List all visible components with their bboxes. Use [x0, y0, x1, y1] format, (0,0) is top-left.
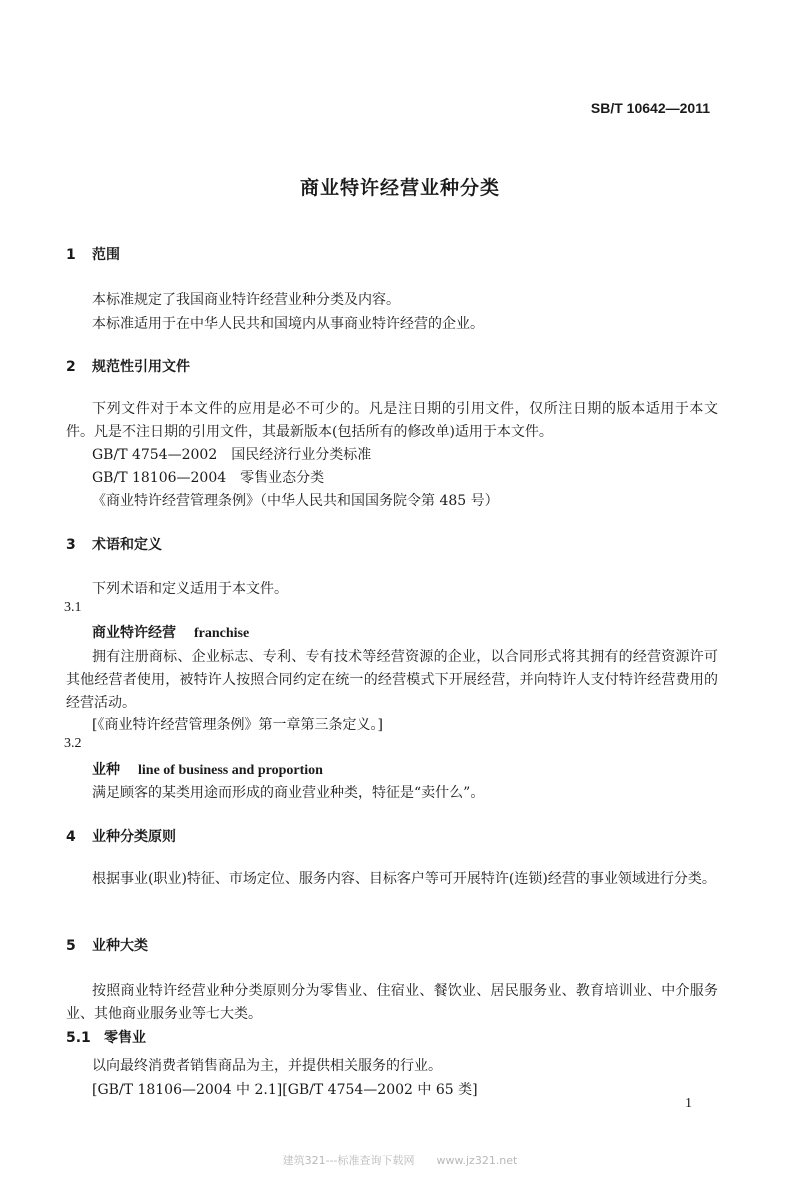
term-source: [《商业特许经营管理条例》第一章第三条定义。] — [92, 717, 383, 733]
subsection-title: 零售业 — [104, 1030, 146, 1046]
paragraph: 以向最终消费者销售商品为主，并提供相关服务的行业。 — [92, 1058, 442, 1074]
paragraph: 本标准规定了我国商业特许经营业种分类及内容。 — [92, 292, 400, 308]
term-number: 3.1 — [64, 600, 82, 615]
section-5-heading — [66, 935, 148, 955]
section-title: 范围 — [92, 247, 120, 263]
reference-item: GB/T 18106—2004 零售业态分类 — [92, 470, 325, 486]
paragraph: 下列文件对于本文件的应用是必不可少的。凡是注日期的引用文件，仅所注日期的版本适用于本文件。凡是不注日期的引用文件，其最新版本(包括所有的修改单)适用于本文件。 — [66, 401, 718, 440]
term-en: line of business and proportion — [138, 763, 323, 778]
term-en: franchise — [194, 626, 250, 641]
term-heading — [92, 759, 323, 779]
paragraph: 按照商业特许经营业种分类原则分为零售业、住宿业、餐饮业、居民服务业、教育培训业、中介服务业、其他商业服务业等七大类。 — [66, 983, 718, 1022]
subsection-5-1-heading — [66, 1027, 146, 1047]
section-number: 5 — [66, 938, 76, 954]
paragraph: 下列术语和定义适用于本文件。 — [92, 581, 288, 597]
section-number: 3 — [66, 537, 76, 553]
watermark: 建筑321---标准查询下载网 www.jz321.net — [282, 1154, 518, 1167]
standard-number: SB/T 10642—2011 — [590, 100, 710, 116]
section-3-heading — [66, 534, 162, 554]
term-definition: 满足顾客的某类用途而形成的商业营业种类，特征是“卖什么”。 — [92, 785, 485, 801]
term-zh: 商业特许经营 — [92, 625, 176, 641]
section-2-heading — [66, 356, 190, 376]
section-title: 业种大类 — [92, 938, 148, 954]
section-number: 1 — [66, 247, 76, 263]
term-definition: 拥有注册商标、企业标志、专利、专有技术等经营资源的企业，以合同形式将其拥有的经营资源许可其他经营者使用，被特许人按照合同约定在统一的经营模式下开展经营，并向特许人支付特许经营费用的经营活动。 — [66, 649, 718, 711]
term-heading — [92, 622, 249, 642]
paragraph: 本标准适用于在中华人民共和国境内从事商业特许经营的企业。 — [92, 316, 484, 332]
term-number: 3.2 — [64, 736, 82, 751]
section-number: 4 — [66, 829, 76, 845]
document-title: 商业特许经营业种分类 — [299, 177, 500, 199]
section-1-heading — [66, 244, 120, 264]
reference-item: 《商业特许经营管理条例》（中华人民共和国国务院令第 485 号） — [92, 493, 499, 509]
paragraph: 根据事业(职业)特征、市场定位、服务内容、目标客户等可开展特许(连锁)经营的事业领域进行分类。 — [92, 871, 716, 887]
section-title: 业种分类原则 — [92, 829, 176, 845]
page-number: 1 — [685, 1096, 692, 1111]
term-zh: 业种 — [92, 762, 120, 778]
paragraph: [GB/T 18106—2004 中 2.1][GB/T 4754—2002 中 65 类] — [92, 1082, 478, 1098]
reference-item: GB/T 4754—2002 国民经济行业分类标准 — [92, 447, 372, 463]
section-title: 规范性引用文件 — [92, 359, 190, 375]
section-title: 术语和定义 — [92, 537, 162, 553]
section-number: 2 — [66, 359, 76, 375]
section-4-heading — [66, 826, 176, 846]
subsection-number: 5.1 — [66, 1030, 91, 1046]
